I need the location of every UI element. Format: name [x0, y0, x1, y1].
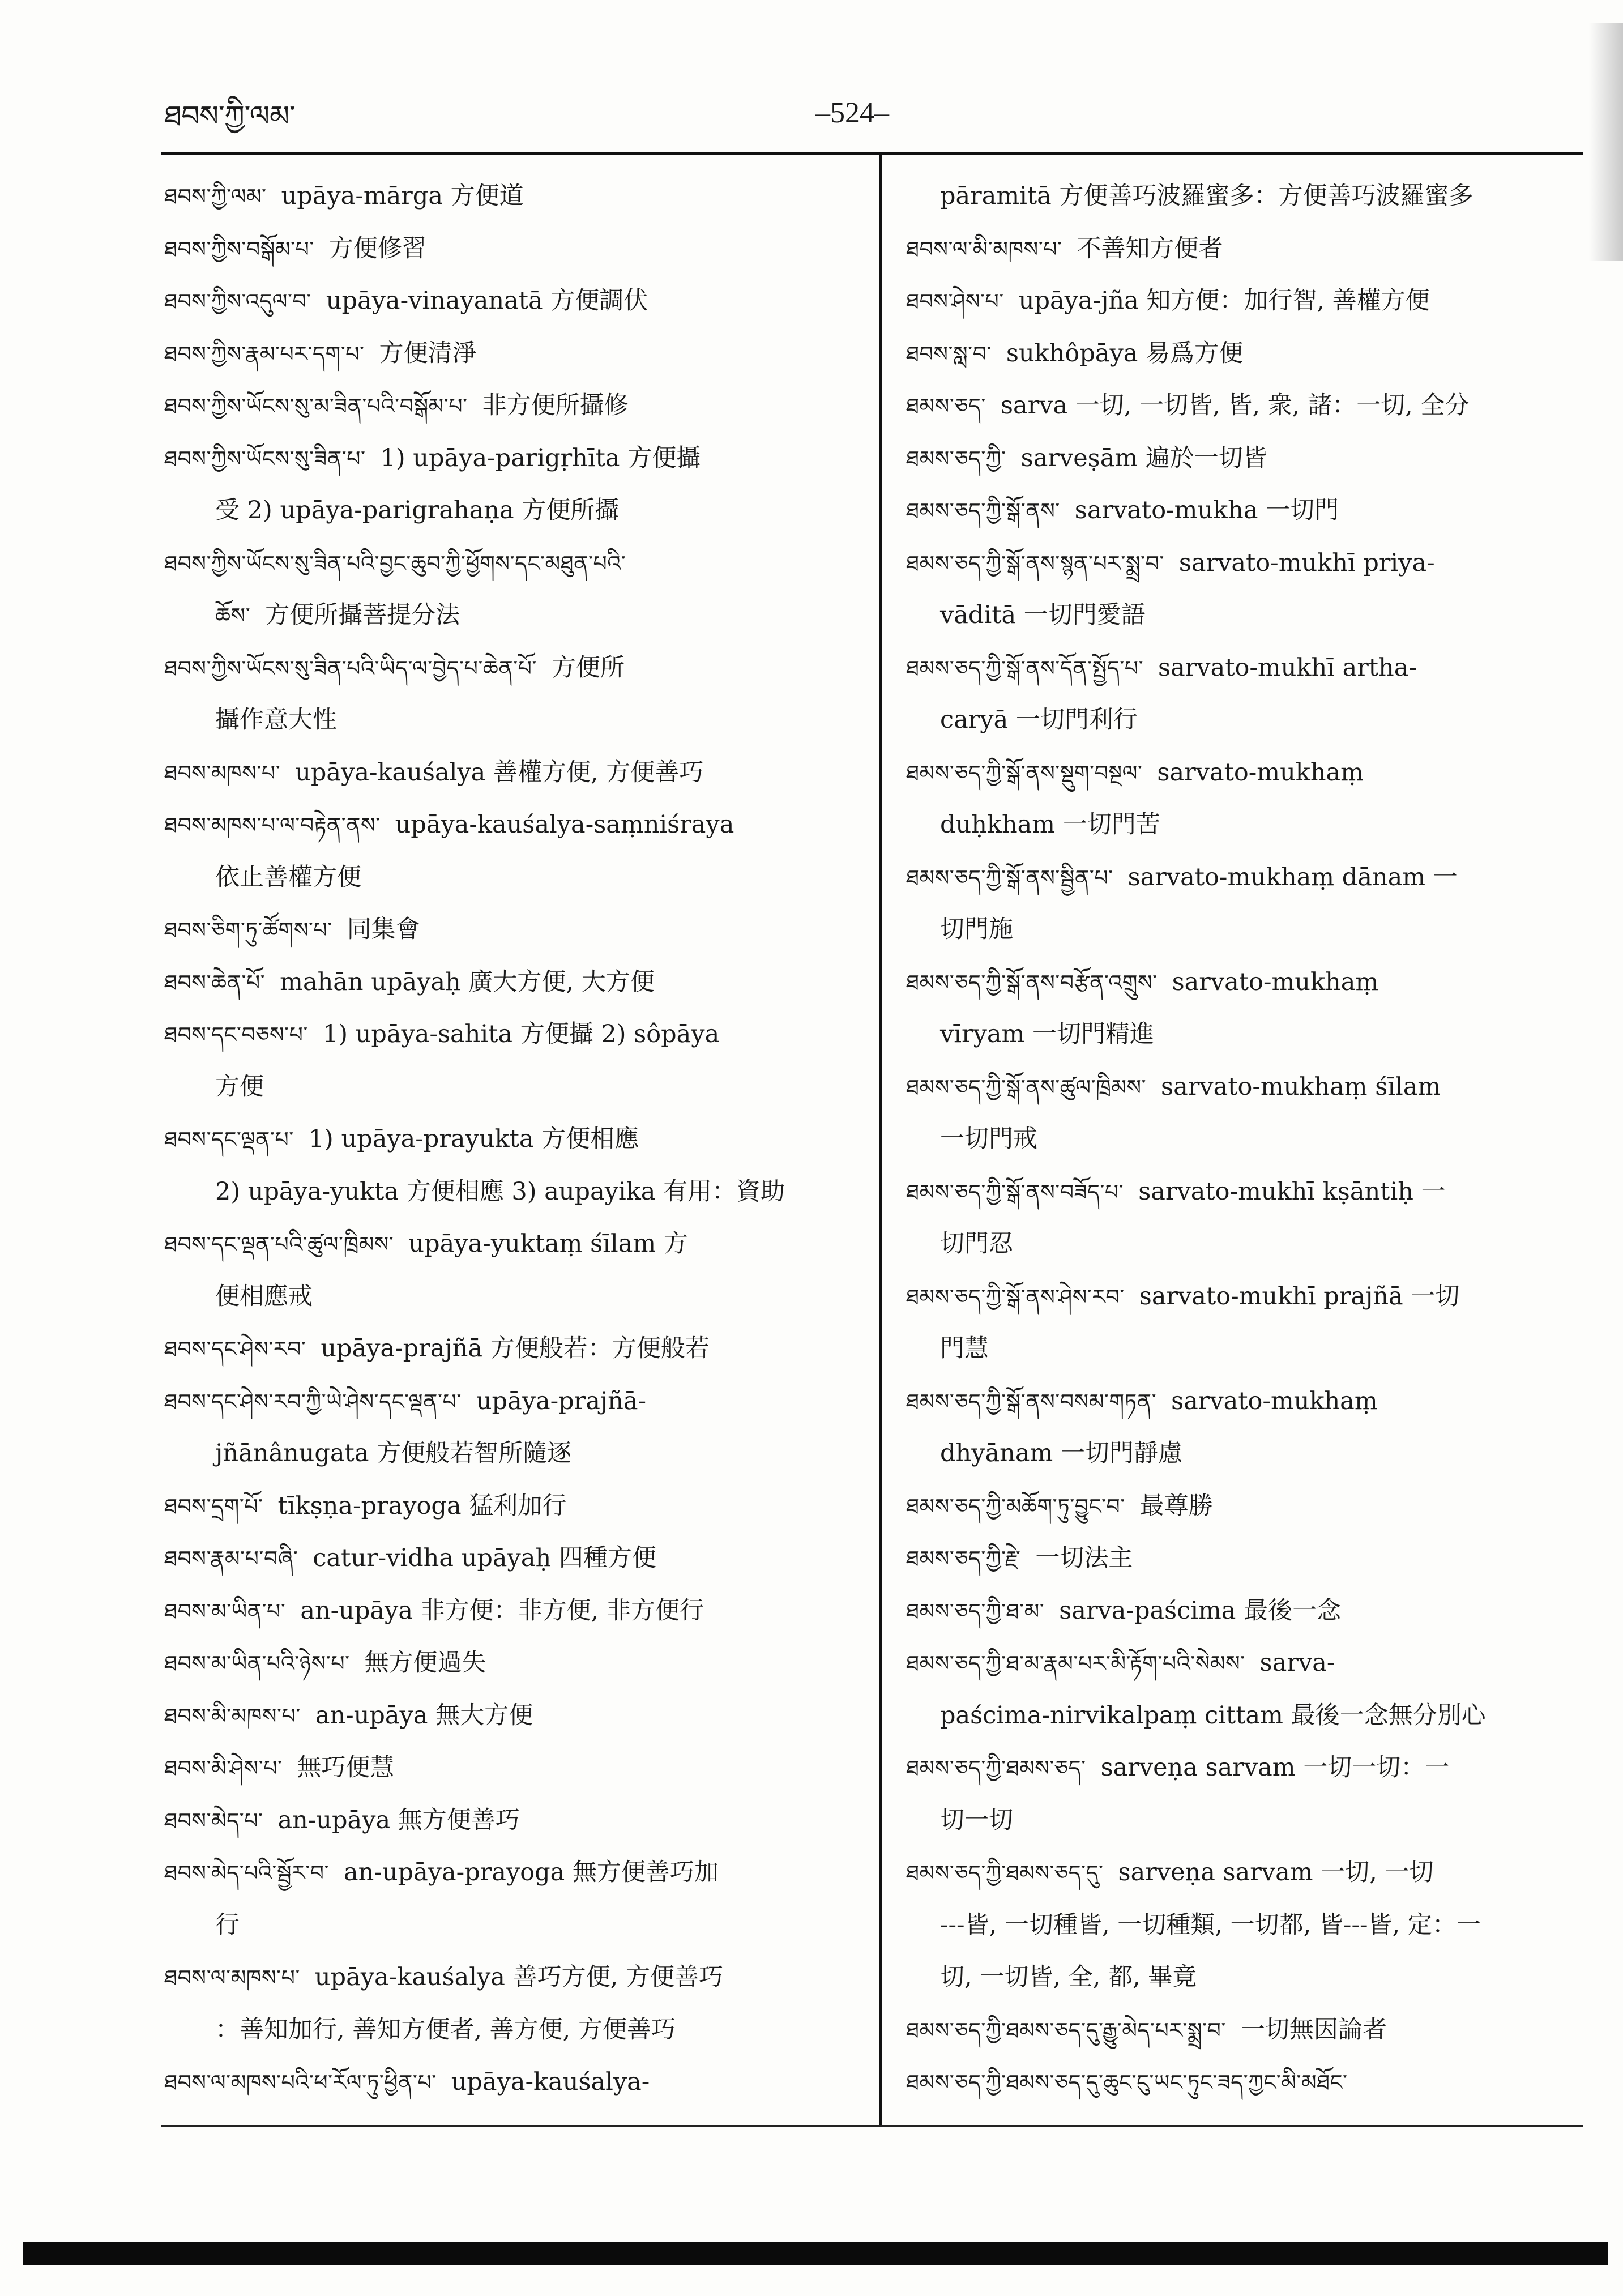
dictionary-entry-line: [906, 1742, 1586, 1794]
tibetan-headword: ཐབས་སླ་བ་: [906, 341, 992, 366]
dictionary-entry-line: [906, 170, 1586, 223]
dictionary-entry-line: [164, 537, 866, 590]
tibetan-headword: ཐབས་ཀྱིས་འདུལ་བ་: [164, 289, 311, 314]
tibetan-headword: ཐམས་ཅད་ཀྱི་སྒོ་ནས་བཟོད་པ་: [906, 1179, 1124, 1205]
entry-definition: 方便修習: [328, 234, 426, 263]
dictionary-entry-line: [906, 589, 1586, 642]
dictionary-entry-line: [164, 1270, 866, 1323]
entry-definition: sarvato-mukhī artha-: [1158, 653, 1417, 682]
entry-definition: 不善知方便者: [1077, 234, 1223, 263]
dictionary-entry-line: [164, 956, 866, 1009]
dictionary-entry-line: [906, 956, 1586, 1009]
entry-definition: upāya-prajñā 方便般若：方便般若: [321, 1334, 710, 1363]
dictionary-entry-line: [164, 1846, 866, 1899]
page-number: –524–: [815, 97, 889, 129]
tibetan-headword: ཐབས་ཀྱིས་བསྒོམ་པ་: [164, 236, 314, 262]
tibetan-headword: ཐབས་དང་ལྡན་པ་: [164, 1127, 294, 1152]
dictionary-entry-line: [164, 1375, 866, 1428]
entry-definition: upāya-kauśalya-saṃniśraya: [395, 810, 734, 839]
entry-definition: jñānânugata 方便般若智所隨逐: [215, 1439, 572, 1467]
entry-definition: 1) upāya-parigṛhīta 方便攝: [380, 443, 701, 472]
dictionary-entry-line: [906, 1585, 1586, 1637]
tibetan-headword: ཐམས་ཅད་: [906, 394, 986, 419]
tibetan-headword: ཐབས་ཀྱིས་ཡོངས་སུ་མ་ཟིན་པའི་བསྒོམ་པ་: [164, 394, 468, 419]
dictionary-entry-line: [906, 2004, 1586, 2056]
tibetan-headword: ཐམས་ཅད་ཀྱི་ཐ་མ་རྣམ་པར་མི་རྟོག་པའི་སེམས་: [906, 1651, 1245, 1676]
entry-definition: 依止善權方便: [215, 863, 361, 891]
left-column: [164, 170, 866, 2109]
entry-definition: an-upāya-prayoga 無方便善巧加: [344, 1858, 719, 1887]
tibetan-headword: ཐབས་ཀྱིས་ཡོངས་སུ་ཟིན་པའི་ཡིད་ལ་བྱེད་པ་ཆེན་པོ་: [164, 655, 537, 681]
dictionary-entry-line: [164, 694, 866, 746]
tibetan-headword: ཐམས་ཅད་ཀྱི་ཐམས་ཅད་དུ་: [906, 1860, 1104, 1885]
dictionary-entry-line: [164, 484, 866, 537]
tibetan-headword: ཐབས་ལ་མི་མཁས་པ་: [906, 236, 1062, 262]
entry-definition: upāya-kauśalya 善巧方便, 方便善巧: [314, 1963, 723, 1991]
entry-definition: sarvato-mukhaṃ dānam 一: [1127, 863, 1458, 891]
entry-definition: upāya-jña 知方便：加行智, 善權方便: [1018, 287, 1430, 315]
dictionary-entry-line: [164, 1532, 866, 1585]
entry-definition: pāramitā 方便善巧波羅蜜多：方便善巧波羅蜜多: [940, 182, 1473, 210]
tibetan-headword: ཐབས་དང་བཅས་པ་: [164, 1022, 308, 1047]
dictionary-entry-line: [906, 537, 1586, 590]
dictionary-entry-line: [906, 1218, 1586, 1270]
entry-definition: 受 2) upāya-parigrahaṇa 方便所攝: [215, 496, 620, 524]
tibetan-headword: ཐམས་ཅད་ཀྱི་སྒོ་ནས་བསམ་གཏན་: [906, 1389, 1157, 1414]
entry-definition: upāya-kauśalya-: [451, 2068, 650, 2096]
dictionary-entry-line: [164, 1742, 866, 1794]
dictionary-entry-line: [164, 1689, 866, 1742]
entry-definition: paścima-nirvikalpaṃ cittam 最後一念無分別心: [940, 1701, 1486, 1730]
entry-definition: ---皆, 一切種皆, 一切種類, 一切都, 皆---皆, 定：一: [940, 1910, 1481, 1939]
entry-definition: vīryam 一切門精進: [940, 1020, 1154, 1048]
entry-definition: sarvato-mukhaṃ: [1172, 967, 1379, 996]
scan-bottom-edge: [23, 2242, 1608, 2265]
tibetan-headword: ཐམས་ཅད་ཀྱི་སྒོ་ནས་ཤེས་རབ་: [906, 1284, 1125, 1309]
column-divider: [879, 154, 882, 2126]
dictionary-entry-line: [906, 1480, 1586, 1533]
tibetan-headword: ཐབས་མཁས་པ་ལ་བརྟེན་ནས་: [164, 813, 381, 838]
dictionary-entry-line: [906, 484, 1586, 537]
dictionary-entry-line: [164, 2056, 866, 2109]
entry-definition: sarva-paścima 最後一念: [1059, 1596, 1342, 1625]
dictionary-entry-line: [906, 1951, 1586, 2004]
tibetan-headword: ཐམས་ཅད་ཀྱི་སྒོ་ནས་དོན་སྤྱོད་པ་: [906, 655, 1144, 681]
header-rule: [161, 152, 1583, 155]
entry-definition: sarveṇa sarvam 一切一切：一: [1100, 1753, 1450, 1782]
dictionary-entry-line: [164, 1322, 866, 1375]
dictionary-entry-line: [906, 1008, 1586, 1061]
dictionary-entry-line: [164, 1008, 866, 1061]
tibetan-headword: ཐབས་ཀྱི་ལམ་: [164, 184, 267, 209]
dictionary-entry-line: [906, 1061, 1586, 1113]
entry-definition: upāya-mārga 方便道: [281, 182, 524, 210]
dictionary-entry-line: [906, 379, 1586, 432]
tibetan-headword: ཐམས་ཅད་ཀྱི་སྒོ་ནས་སྦྱིན་པ་: [906, 865, 1113, 890]
tibetan-headword: ཐབས་ལ་མཁས་པ་: [164, 1965, 300, 1990]
entry-definition: 便相應戒: [215, 1282, 313, 1311]
tibetan-headword: ཐམས་ཅད་ཀྱི་ཐམས་ཅད་དུ་རྒྱུ་མེད་པར་སྨྲ་བ་: [906, 2017, 1226, 2043]
entry-definition: 切門忍: [940, 1230, 1013, 1258]
tibetan-headword: ཐབས་ཀྱིས་ཡོངས་སུ་ཟིན་པའི་བྱང་ཆུབ་ཀྱི་ཕྱོགས་དང་མཐུན་པའི་: [164, 550, 626, 576]
entry-definition: sarveṣām 遍於一切皆: [1020, 443, 1267, 472]
dictionary-entry-line: [164, 1218, 866, 1270]
entry-definition: an-upāya 無方便善巧: [277, 1806, 520, 1834]
dictionary-entry-line: [164, 1166, 866, 1218]
entry-definition: sarveṇa sarvam 一切, 一切: [1118, 1858, 1434, 1887]
dictionary-entry-line: [906, 1846, 1586, 1899]
tibetan-headword: ཐམས་ཅད་ཀྱི་ཐམས་ཅད་དུ་ཆུང་ངུ་ཡང་ཏུང་ཟད་ཀྱང་མི་མཐོང་: [906, 2070, 1348, 2095]
dictionary-entry-line: [164, 851, 866, 904]
dictionary-entry-line: [906, 1322, 1586, 1375]
dictionary-entry-line: [164, 746, 866, 799]
tibetan-headword: ཐབས་ཆེན་པོ་: [164, 970, 266, 995]
entry-definition: sarvato-mukhaṃ: [1157, 758, 1364, 787]
entry-definition: 方便清淨: [379, 339, 477, 368]
tibetan-headword: ཆོས་: [215, 603, 251, 628]
entry-definition: sarva-: [1259, 1649, 1335, 1677]
dictionary-entry-line: [906, 1375, 1586, 1428]
dictionary-entry-line: [164, 1951, 866, 2004]
entry-definition: 方便所: [552, 653, 625, 682]
dictionary-entry-line: [906, 1899, 1586, 1952]
dictionary-entry-line: [164, 1061, 866, 1113]
tibetan-headword: ཐམས་ཅད་ཀྱི་ཐམས་ཅད་: [906, 1756, 1086, 1781]
tibetan-headword: ཐབས་མེད་པ་: [164, 1808, 263, 1833]
page-edge-shadow: [1589, 23, 1623, 261]
dictionary-entry-line: [164, 2004, 866, 2056]
entry-definition: 方便: [215, 1072, 264, 1101]
tibetan-headword: ཐམས་ཅད་ཀྱི་སྒོ་ནས་སྙན་པར་སྨྲ་བ་: [906, 550, 1164, 576]
tibetan-headword: ཐབས་ཅིག་ཏུ་ཚོགས་པ་: [164, 917, 332, 942]
tibetan-headword: ཐམས་ཅད་ཀྱི་རྗེ་: [906, 1546, 1021, 1571]
dictionary-entry-line: [164, 379, 866, 432]
tibetan-headword: ཐབས་མ་ཡིན་པ་: [164, 1598, 286, 1624]
dictionary-entry-line: [906, 903, 1586, 956]
tibetan-headword: ཐམས་ཅད་ཀྱི་ཐ་མ་: [906, 1598, 1045, 1624]
entry-definition: 同集會: [347, 915, 420, 944]
entry-definition: sarvato-mukhī prajñā 一切: [1139, 1282, 1460, 1311]
entry-definition: sarvato-mukhī kṣāntiḥ 一: [1138, 1177, 1446, 1206]
entry-definition: upāya-prajñā-: [476, 1386, 647, 1415]
tibetan-headword: ཐབས་དྲག་པོ་: [164, 1493, 263, 1519]
right-column: [906, 170, 1586, 2109]
dictionary-entry-line: [906, 799, 1586, 851]
dictionary-entry-line: [906, 2056, 1586, 2109]
entry-definition: 一切門戒: [940, 1125, 1037, 1153]
dictionary-entry-line: [906, 275, 1586, 327]
entry-definition: sarvato-mukha 一切門: [1074, 496, 1339, 524]
tibetan-headword: ཐམས་ཅད་ཀྱི་: [906, 446, 1006, 471]
dictionary-entry-line: [164, 275, 866, 327]
tibetan-headword: ཐམས་ཅད་ཀྱི་སྒོ་ནས་སྡུག་བསྔལ་: [906, 760, 1143, 786]
dictionary-entry-line: [164, 223, 866, 275]
running-header: ཐབས་ཀྱི་ལམ་: [164, 100, 296, 133]
entry-definition: sarvato-mukhaṃ: [1171, 1386, 1378, 1415]
entry-definition: 1) upāya-prayukta 方便相應: [308, 1125, 639, 1153]
dictionary-entry-line: [906, 1113, 1586, 1166]
tibetan-headword: ཐབས་ལ་མཁས་པའི་ཕ་རོལ་ཏུ་ཕྱིན་པ་: [164, 2070, 437, 2095]
entry-definition: upāya-yuktaṃ śīlam 方: [408, 1230, 688, 1258]
dictionary-entry-line: [164, 1427, 866, 1480]
dictionary-entry-line: [164, 903, 866, 956]
dictionary-entry-line: [906, 642, 1586, 694]
entry-definition: sarvato-mukhaṃ śīlam: [1161, 1072, 1441, 1101]
dictionary-entry-line: [164, 170, 866, 223]
entry-definition: upāya-vinayanatā 方便調伏: [326, 287, 648, 315]
entry-definition: dhyānam 一切門靜慮: [940, 1439, 1182, 1467]
entry-definition: 門慧: [940, 1334, 989, 1363]
tibetan-headword: ཐབས་མི་ཤེས་པ་: [164, 1756, 283, 1781]
entry-definition: duḥkham 一切門苦: [940, 810, 1160, 839]
dictionary-entry-line: [164, 1480, 866, 1533]
entry-definition: upāya-kauśalya 善權方便, 方便善巧: [295, 758, 704, 787]
entry-definition: 切門施: [940, 915, 1013, 944]
tibetan-headword: ཐམས་ཅད་ཀྱི་མཆོག་ཏུ་བྱུང་བ་: [906, 1493, 1125, 1519]
dictionary-entry-line: [906, 1794, 1586, 1847]
dictionary-entry-line: [164, 327, 866, 380]
entry-definition: mahān upāyaḥ 廣大方便, 大方便: [280, 967, 655, 996]
tibetan-headword: ཐབས་རྣམ་པ་བཞི་: [164, 1546, 298, 1571]
tibetan-headword: ཐབས་མཁས་པ་: [164, 760, 281, 786]
dictionary-entry-line: [164, 1899, 866, 1952]
entry-definition: 一切無因論者: [1240, 2015, 1387, 2044]
dictionary-entry-line: [906, 1637, 1586, 1689]
entry-definition: ：善知加行, 善知方便者, 善方便, 方便善巧: [215, 2015, 676, 2044]
dictionary-entry-line: [164, 1794, 866, 1847]
tibetan-headword: ཐམས་ཅད་ཀྱི་སྒོ་ནས་ཚུལ་ཁྲིམས་: [906, 1074, 1147, 1100]
entry-definition: 一切法主: [1035, 1544, 1133, 1572]
dictionary-entry-line: [906, 223, 1586, 275]
tibetan-headword: ཐབས་ཤེས་པ་: [906, 289, 1004, 314]
entry-definition: 切一切: [940, 1806, 1013, 1834]
entry-definition: 無巧便慧: [297, 1753, 395, 1782]
dictionary-entry-line: [164, 1113, 866, 1166]
entry-definition: 1) upāya-sahita 方便攝 2) sôpāya: [322, 1020, 720, 1048]
dictionary-entry-line: [164, 1637, 866, 1689]
entry-definition: an-upāya 無大方便: [315, 1701, 533, 1730]
entry-definition: sarva 一切, 一切皆, 皆, 衆, 諸：一切, 全分: [1000, 391, 1470, 420]
entry-definition: 攝作意大性: [215, 706, 337, 734]
tibetan-headword: ཐབས་མེད་པའི་སྦྱོར་བ་: [164, 1860, 330, 1885]
tibetan-headword: ཐབས་མི་མཁས་པ་: [164, 1703, 301, 1729]
entry-definition: 切, 一切皆, 全, 都, 畢竟: [940, 1963, 1197, 1991]
dictionary-entry-line: [164, 642, 866, 694]
dictionary-entry-line: [906, 1689, 1586, 1742]
entry-definition: an-upāya 非方便：非方便, 非方便行: [300, 1596, 704, 1625]
tibetan-headword: ཐམས་ཅད་ཀྱི་སྒོ་ནས་བརྩོན་འགྲུས་: [906, 970, 1158, 995]
entry-definition: tīkṣṇa-prayoga 猛利加行: [277, 1491, 567, 1520]
dictionary-entry-line: [906, 1532, 1586, 1585]
tibetan-headword: ཐབས་དང་ཤེས་རབ་ཀྱི་ཡེ་ཤེས་དང་ལྡན་པ་: [164, 1389, 462, 1414]
dictionary-entry-line: [164, 589, 866, 642]
tibetan-headword: ཐམས་ཅད་ཀྱི་སྒོ་ནས་: [906, 498, 1060, 523]
dictionary-entry-line: [164, 799, 866, 851]
dictionary-entry-line: [164, 1585, 866, 1637]
tibetan-headword: ཐབས་ཀྱིས་ཡོངས་སུ་ཟིན་པ་: [164, 446, 366, 471]
tibetan-headword: ཐབས་མ་ཡིན་པའི་ཉེས་པ་: [164, 1651, 350, 1676]
footer-rule: [161, 2125, 1583, 2127]
entry-definition: 2) upāya-yukta 方便相應 3) aupayika 有用：資助: [215, 1177, 785, 1206]
entry-definition: sarvato-mukhī priya-: [1178, 548, 1435, 577]
entry-definition: 行: [215, 1910, 240, 1939]
entry-definition: 非方便所攝修: [482, 391, 629, 420]
dictionary-entry-line: [906, 746, 1586, 799]
entry-definition: vāditā 一切門愛語: [940, 601, 1146, 629]
dictionary-entry-line: [906, 851, 1586, 904]
entry-definition: 無方便過失: [364, 1649, 486, 1677]
tibetan-headword: ཐབས་དང་ལྡན་པའི་ཚུལ་ཁྲིམས་: [164, 1232, 394, 1257]
entry-definition: catur-vidha upāyaḥ 四種方便: [313, 1544, 656, 1572]
entry-definition: caryā 一切門利行: [940, 706, 1138, 734]
entry-definition: 最尊勝: [1139, 1491, 1213, 1520]
entry-definition: 方便所攝菩提分法: [265, 601, 460, 629]
dictionary-entry-line: [906, 1427, 1586, 1480]
dictionary-entry-line: [906, 432, 1586, 485]
dictionary-entry-line: [164, 432, 866, 485]
dictionary-entry-line: [906, 1166, 1586, 1218]
tibetan-headword: ཐབས་དང་ཤེས་རབ་: [164, 1337, 306, 1362]
dictionary-entry-line: [906, 1270, 1586, 1323]
dictionary-entry-line: [906, 694, 1586, 746]
dictionary-entry-line: [906, 327, 1586, 380]
entry-definition: sukhôpāya 易爲方便: [1006, 339, 1244, 368]
tibetan-headword: ཐབས་ཀྱིས་རྣམ་པར་དག་པ་: [164, 341, 365, 366]
